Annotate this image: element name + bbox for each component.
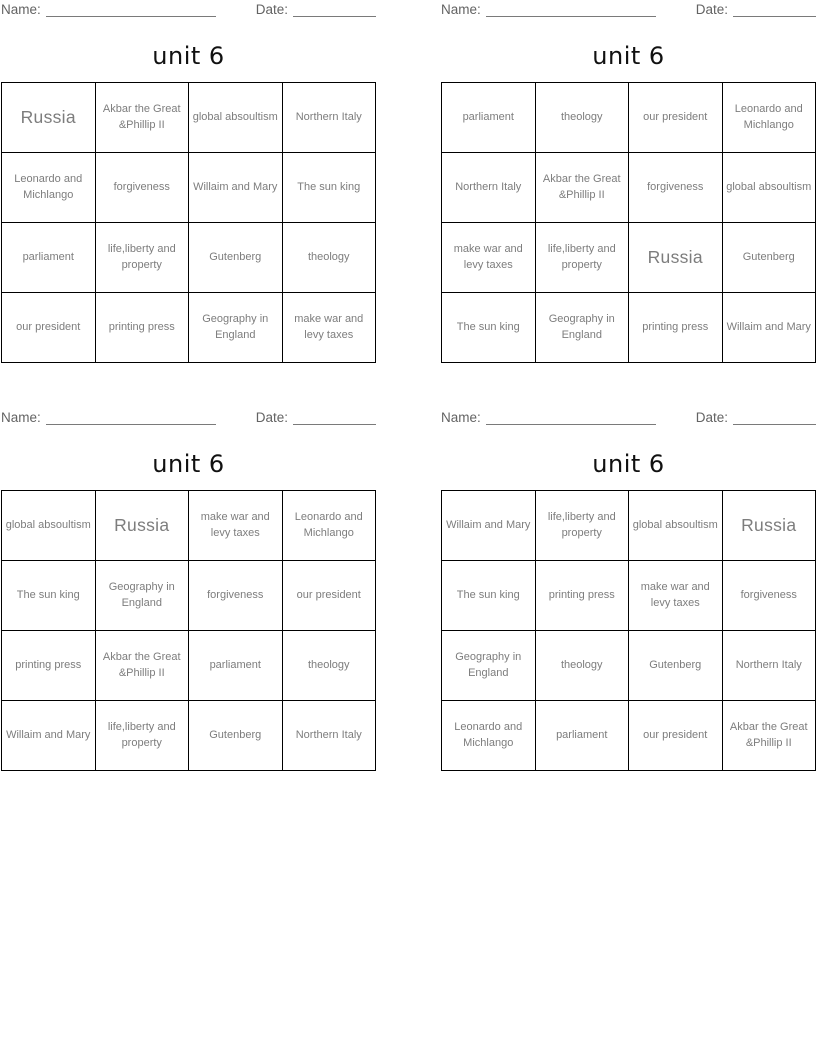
date-label: Date:: [695, 2, 728, 17]
bingo-grid: [1, 490, 376, 771]
bingo-cell: global absoultism: [189, 83, 283, 153]
bingo-cell: our president: [2, 293, 96, 363]
name-blank-line: [486, 3, 656, 17]
bingo-cell: Russia: [722, 491, 816, 561]
bingo-cell: Gutenberg: [189, 223, 283, 293]
bingo-cell: Northern Italy: [722, 631, 816, 701]
bingo-cell: parliament: [442, 83, 536, 153]
date-blank-line: [293, 3, 376, 17]
name-date-row: [1, 410, 376, 425]
card-title: unit 6: [152, 450, 225, 478]
bingo-cell: forgiveness: [722, 561, 816, 631]
bingo-cell: Geography in England: [95, 561, 189, 631]
bingo-cell: Russia: [95, 491, 189, 561]
name-label: Name:: [441, 410, 481, 425]
bingo-cell: printing press: [2, 631, 96, 701]
bingo-grid: [1, 82, 376, 363]
card-title: unit 6: [592, 42, 665, 70]
bingo-cell: Gutenberg: [722, 223, 816, 293]
bingo-cell: The sun king: [442, 293, 536, 363]
bingo-cell: Leonardo and Michlango: [282, 491, 376, 561]
bingo-cell: forgiveness: [629, 153, 723, 223]
bingo-cell: printing press: [535, 561, 629, 631]
name-blank-line: [46, 3, 216, 17]
bingo-cell: Willaim and Mary: [2, 701, 96, 771]
bingo-cell: Akbar the Great &Phillip II: [535, 153, 629, 223]
name-date-row: [441, 410, 816, 425]
bingo-cell: printing press: [95, 293, 189, 363]
bingo-cell: Geography in England: [189, 293, 283, 363]
bingo-cell: printing press: [629, 293, 723, 363]
date-label: Date:: [255, 410, 288, 425]
bingo-cell: life,liberty and property: [535, 223, 629, 293]
bingo-card-bottom-left: [1, 410, 376, 782]
date-label: Date:: [695, 410, 728, 425]
name-label: Name:: [441, 2, 481, 17]
bingo-cell: global absoultism: [2, 491, 96, 561]
bingo-cell: make war and levy taxes: [442, 223, 536, 293]
bingo-card-bottom-right: [441, 410, 816, 782]
bingo-cell: make war and levy taxes: [282, 293, 376, 363]
name-label: Name:: [1, 2, 41, 17]
bingo-cell: The sun king: [282, 153, 376, 223]
date-blank-line: [293, 411, 376, 425]
bingo-cell: parliament: [2, 223, 96, 293]
card-title: unit 6: [592, 450, 665, 478]
bingo-grid: [441, 490, 816, 771]
date-blank-line: [733, 411, 816, 425]
bingo-cell: global absoultism: [722, 153, 816, 223]
bingo-cell: Leonardo and Michlango: [442, 701, 536, 771]
bingo-cell: Akbar the Great &Phillip II: [722, 701, 816, 771]
card-title: unit 6: [152, 42, 225, 70]
bingo-cell: make war and levy taxes: [189, 491, 283, 561]
bingo-cell: Northern Italy: [282, 83, 376, 153]
bingo-cell: our president: [629, 83, 723, 153]
bingo-cell: Leonardo and Michlango: [722, 83, 816, 153]
bingo-cell: Gutenberg: [189, 701, 283, 771]
bingo-cell: theology: [535, 83, 629, 153]
bingo-cell: our president: [629, 701, 723, 771]
bingo-cell: forgiveness: [95, 153, 189, 223]
bingo-cell: Geography in England: [442, 631, 536, 701]
bingo-cell: Geography in England: [535, 293, 629, 363]
bingo-cell: life,liberty and property: [535, 491, 629, 561]
bingo-cell: our president: [282, 561, 376, 631]
bingo-grid: [441, 82, 816, 363]
bingo-card-top-right: [441, 2, 816, 374]
bingo-cell: Akbar the Great &Phillip II: [95, 83, 189, 153]
bingo-cell: Leonardo and Michlango: [2, 153, 96, 223]
bingo-cell: parliament: [189, 631, 283, 701]
bingo-cell: Northern Italy: [442, 153, 536, 223]
bingo-cell: parliament: [535, 701, 629, 771]
bingo-cell: Russia: [2, 83, 96, 153]
bingo-cell: forgiveness: [189, 561, 283, 631]
bingo-cell: life,liberty and property: [95, 701, 189, 771]
bingo-cell: Gutenberg: [629, 631, 723, 701]
bingo-cell: make war and levy taxes: [629, 561, 723, 631]
bingo-cell: Willaim and Mary: [442, 491, 536, 561]
bingo-cell: Russia: [629, 223, 723, 293]
bingo-cell: life,liberty and property: [95, 223, 189, 293]
bingo-cell: theology: [535, 631, 629, 701]
bingo-cell: theology: [282, 223, 376, 293]
name-blank-line: [46, 411, 216, 425]
name-label: Name:: [1, 410, 41, 425]
name-blank-line: [486, 411, 656, 425]
bingo-cell: The sun king: [442, 561, 536, 631]
bingo-cell: Willaim and Mary: [722, 293, 816, 363]
bingo-cell: theology: [282, 631, 376, 701]
bingo-cell: The sun king: [2, 561, 96, 631]
date-label: Date:: [255, 2, 288, 17]
name-date-row: [441, 2, 816, 17]
date-blank-line: [733, 3, 816, 17]
bingo-cell: Willaim and Mary: [189, 153, 283, 223]
bingo-cell: Northern Italy: [282, 701, 376, 771]
bingo-cell: Akbar the Great &Phillip II: [95, 631, 189, 701]
bingo-card-top-left: [1, 2, 376, 374]
bingo-cell: global absoultism: [629, 491, 723, 561]
name-date-row: [1, 2, 376, 17]
